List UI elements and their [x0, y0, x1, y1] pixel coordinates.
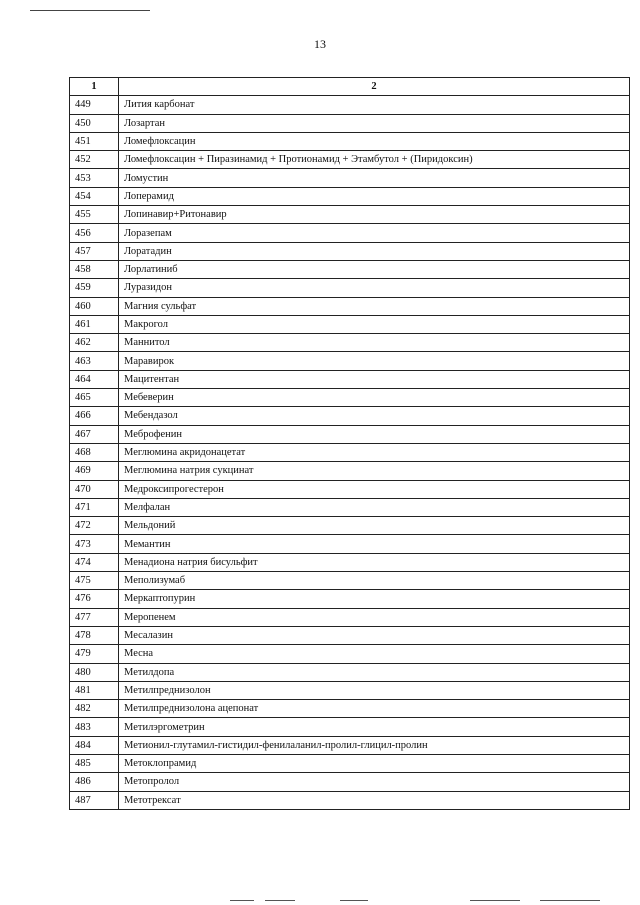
column-header-name: 2: [119, 78, 630, 96]
table-row: [70, 169, 630, 187]
table-row: [70, 352, 630, 370]
drug-name-cell: Метилпреднизолон: [119, 681, 630, 699]
row-number-cell: 483: [70, 718, 119, 736]
drug-name-cell: Метопролол: [119, 773, 630, 791]
table-row: [70, 370, 630, 388]
drug-register-table: [69, 77, 630, 810]
row-number-cell: 475: [70, 572, 119, 590]
drug-name-cell: Ломустин: [119, 169, 630, 187]
drug-name-cell: Ломефлоксацин: [119, 132, 630, 150]
row-number-cell: 476: [70, 590, 119, 608]
row-number-cell: 450: [70, 114, 119, 132]
row-number-cell: 466: [70, 407, 119, 425]
page-number: 13: [314, 37, 326, 51]
row-number-cell: 470: [70, 480, 119, 498]
row-number-cell: 471: [70, 498, 119, 516]
table-row: [70, 572, 630, 590]
drug-name-cell: Лозартан: [119, 114, 630, 132]
row-number-cell: 472: [70, 517, 119, 535]
table-row: [70, 535, 630, 553]
row-number-cell: 454: [70, 187, 119, 205]
table-row: [70, 187, 630, 205]
drug-name-cell: Меркаптопурин: [119, 590, 630, 608]
drug-name-cell: Меброфенин: [119, 425, 630, 443]
drug-name-cell: Меглюмина натрия сукцинат: [119, 462, 630, 480]
table-row: [70, 334, 630, 352]
drug-name-cell: Лоратадин: [119, 242, 630, 260]
bottom-scan-mark: [540, 900, 600, 901]
table-row: [70, 151, 630, 169]
drug-name-cell: Мемантин: [119, 535, 630, 553]
table-row: [70, 425, 630, 443]
table-row: [70, 132, 630, 150]
table-row: [70, 297, 630, 315]
drug-name-cell: Мебеверин: [119, 389, 630, 407]
table-row: [70, 498, 630, 516]
row-number-cell: 456: [70, 224, 119, 242]
table-row: [70, 736, 630, 754]
table-row: [70, 791, 630, 809]
drug-name-cell: Мельдоний: [119, 517, 630, 535]
top-scan-line: [30, 10, 150, 11]
table-row: [70, 663, 630, 681]
row-number-cell: 452: [70, 151, 119, 169]
row-number-cell: 459: [70, 279, 119, 297]
table-row: [70, 626, 630, 644]
row-number-cell: 487: [70, 791, 119, 809]
drug-name-cell: Макрогол: [119, 315, 630, 333]
table-row: [70, 590, 630, 608]
row-number-cell: 465: [70, 389, 119, 407]
row-number-cell: 482: [70, 700, 119, 718]
drug-name-cell: Месна: [119, 645, 630, 663]
bottom-scan-mark: [230, 900, 254, 901]
row-number-cell: 462: [70, 334, 119, 352]
row-number-cell: 477: [70, 608, 119, 626]
drug-name-cell: Меглюмина акридонацетат: [119, 443, 630, 461]
column-header-number: 1: [70, 78, 119, 96]
table-row: [70, 517, 630, 535]
table-row: [70, 681, 630, 699]
table-row: [70, 206, 630, 224]
drug-name-cell: Метилэргометрин: [119, 718, 630, 736]
drug-name-cell: Лоперамид: [119, 187, 630, 205]
table-row: [70, 480, 630, 498]
table-row: [70, 224, 630, 242]
table-row: [70, 114, 630, 132]
row-number-cell: 478: [70, 626, 119, 644]
drug-name-cell: Лорлатиниб: [119, 260, 630, 278]
row-number-cell: 460: [70, 297, 119, 315]
row-number-cell: 469: [70, 462, 119, 480]
row-number-cell: 461: [70, 315, 119, 333]
row-number-cell: 457: [70, 242, 119, 260]
table-row: [70, 96, 630, 114]
table-row: [70, 407, 630, 425]
drug-name-cell: Луразидон: [119, 279, 630, 297]
table-row: [70, 553, 630, 571]
drug-name-cell: Метилпреднизолона ацепонат: [119, 700, 630, 718]
drug-name-cell: Ломефлоксацин + Пиразинамид + Протионамид + Этамбутол + (Пиридоксин): [119, 151, 630, 169]
row-number-cell: 468: [70, 443, 119, 461]
row-number-cell: 463: [70, 352, 119, 370]
drug-name-cell: Лопинавир+Ритонавир: [119, 206, 630, 224]
table-header-row: [70, 78, 630, 96]
drug-name-cell: Мацитентан: [119, 370, 630, 388]
drug-name-cell: Месалазин: [119, 626, 630, 644]
drug-name-cell: Магния сульфат: [119, 297, 630, 315]
row-number-cell: 473: [70, 535, 119, 553]
table-row: [70, 462, 630, 480]
drug-name-cell: Меропенем: [119, 608, 630, 626]
table-row: [70, 754, 630, 772]
row-number-cell: 458: [70, 260, 119, 278]
drug-name-cell: Метоклопрамид: [119, 754, 630, 772]
table-row: [70, 260, 630, 278]
row-number-cell: 480: [70, 663, 119, 681]
drug-name-cell: Мебендазол: [119, 407, 630, 425]
drug-name-cell: Метилдопа: [119, 663, 630, 681]
row-number-cell: 474: [70, 553, 119, 571]
table-body: [70, 96, 630, 810]
drug-name-cell: Лития карбонат: [119, 96, 630, 114]
table-row: [70, 608, 630, 626]
drug-name-cell: Лоразепам: [119, 224, 630, 242]
drug-name-cell: Метотрексат: [119, 791, 630, 809]
bottom-scan-mark: [470, 900, 520, 901]
table-row: [70, 443, 630, 461]
row-number-cell: 455: [70, 206, 119, 224]
drug-name-cell: Мелфалан: [119, 498, 630, 516]
drug-name-cell: Метионил-глутамил-гистидил-фенилаланил-пролил-глицил-пролин: [119, 736, 630, 754]
table-row: [70, 773, 630, 791]
drug-name-cell: Медроксипрогестерон: [119, 480, 630, 498]
bottom-scan-mark: [265, 900, 295, 901]
table-row: [70, 242, 630, 260]
row-number-cell: 453: [70, 169, 119, 187]
row-number-cell: 449: [70, 96, 119, 114]
table-row: [70, 700, 630, 718]
row-number-cell: 451: [70, 132, 119, 150]
row-number-cell: 479: [70, 645, 119, 663]
drug-name-cell: Меполизумаб: [119, 572, 630, 590]
drug-name-cell: Менадиона натрия бисульфит: [119, 553, 630, 571]
table-row: [70, 315, 630, 333]
row-number-cell: 467: [70, 425, 119, 443]
row-number-cell: 484: [70, 736, 119, 754]
row-number-cell: 485: [70, 754, 119, 772]
bottom-scan-mark: [340, 900, 368, 901]
row-number-cell: 481: [70, 681, 119, 699]
drug-name-cell: Маравирок: [119, 352, 630, 370]
drug-name-cell: Маннитол: [119, 334, 630, 352]
row-number-cell: 486: [70, 773, 119, 791]
table-row: [70, 645, 630, 663]
table-row: [70, 389, 630, 407]
table-row: [70, 718, 630, 736]
row-number-cell: 464: [70, 370, 119, 388]
table-row: [70, 279, 630, 297]
